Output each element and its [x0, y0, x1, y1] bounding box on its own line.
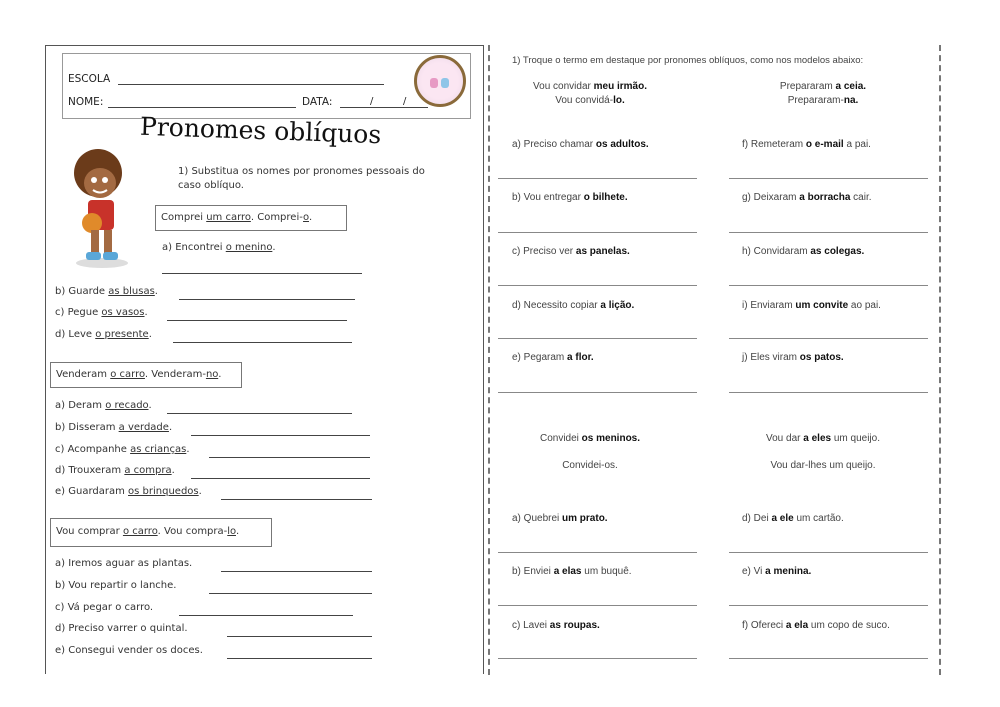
exercise-item — [742, 566, 811, 577]
answer-line[interactable] — [162, 273, 362, 274]
item-highlight: os vasos — [101, 307, 145, 318]
exercise-item — [512, 620, 600, 631]
item-text: a) Iremos aguar as plantas. — [55, 558, 193, 569]
item-text: f) Ofereci — [742, 620, 786, 631]
cut-line — [939, 45, 941, 675]
example-pre: Vou comprar — [56, 526, 123, 537]
item-highlight: o e-mail — [805, 139, 844, 150]
item-text: b) Vou entregar — [512, 192, 584, 203]
model-text: Vou convidá- — [555, 95, 614, 106]
item-text: cair. — [850, 192, 872, 203]
model-text: Vou dar-lhes um queijo. — [770, 460, 876, 471]
item-highlight: o presente — [95, 329, 149, 340]
exercise-item — [512, 139, 649, 150]
answer-line[interactable] — [191, 435, 370, 436]
name-label: NOME: — [68, 96, 104, 108]
example-hl2: lo — [227, 526, 236, 537]
item-text: um buquê. — [581, 566, 632, 577]
exercise-item — [55, 580, 176, 591]
exercise-item — [55, 645, 203, 656]
answer-line[interactable] — [227, 636, 372, 637]
item-text: f) Remeteram — [742, 139, 806, 150]
model-example — [713, 81, 933, 92]
example-hl2: no — [205, 368, 219, 380]
exercise-item — [55, 602, 153, 613]
item-highlight: a ele — [771, 513, 794, 524]
item-text: d) Dei — [742, 513, 772, 524]
exercise-item — [55, 422, 172, 433]
item-highlight: o bilhete. — [583, 192, 628, 203]
date-slash: / — [370, 96, 374, 107]
example-hl: um carro — [206, 211, 251, 223]
example-text — [56, 526, 239, 537]
item-text: b) Guarde — [55, 286, 109, 297]
item-highlight: a flor. — [567, 352, 594, 363]
answer-line[interactable] — [729, 392, 928, 393]
item-highlight: a ela — [785, 620, 809, 631]
item-highlight: o menino — [225, 242, 273, 253]
model-example — [480, 95, 700, 106]
model-example — [480, 460, 700, 471]
date-label: DATA: — [302, 96, 333, 108]
model-text: Vou dar — [766, 433, 804, 444]
answer-line[interactable] — [498, 658, 697, 659]
item-highlight: um prato. — [562, 513, 608, 524]
item-text: . — [168, 422, 173, 433]
model-text: Vou convidar — [533, 81, 594, 92]
item-highlight: as blusas — [108, 286, 155, 297]
item-highlight: o recado — [105, 400, 149, 411]
exercise-item — [512, 513, 608, 524]
item-highlight: os brinquedos — [128, 486, 199, 497]
school-field[interactable] — [118, 84, 384, 85]
item-text: d) Trouxeram — [55, 465, 125, 476]
exercise-item — [512, 566, 632, 577]
answer-line[interactable] — [729, 232, 928, 233]
exercise-item — [55, 307, 148, 318]
exercise-item — [742, 620, 890, 631]
model-highlight: lo. — [613, 95, 625, 106]
item-highlight: as roupas. — [549, 620, 600, 631]
right-instruction: 1) Troque o termo em destaque por pronomes oblíquos, como nos modelos abaixo: — [512, 55, 864, 66]
item-highlight: as colegas. — [810, 246, 865, 257]
answer-line[interactable] — [498, 552, 697, 553]
date-slash: / — [403, 96, 407, 107]
item-text: . — [148, 400, 152, 411]
item-highlight: a menina. — [765, 566, 812, 577]
item-text: a) Encontrei — [162, 242, 226, 253]
item-text: c) Preciso ver — [512, 246, 576, 257]
answer-line[interactable] — [498, 285, 697, 286]
item-text: i) Enviaram — [742, 300, 796, 311]
example-post2: . — [218, 368, 222, 380]
exercise-item — [162, 242, 276, 253]
item-text: . — [144, 307, 148, 318]
model-text: Prepararam- — [787, 95, 844, 106]
exercise-item — [512, 352, 594, 363]
exercise-item — [742, 246, 864, 257]
item-text: a) Quebrei — [512, 513, 563, 524]
example-hl: o carro — [110, 368, 145, 380]
item-text: a) Deram — [55, 400, 106, 411]
answer-line[interactable] — [179, 615, 353, 616]
answer-line[interactable] — [221, 499, 372, 500]
item-text: e) Guardaram — [55, 486, 129, 497]
model-highlight: na. — [843, 95, 859, 106]
example-box — [50, 362, 242, 388]
item-highlight: a compra — [124, 465, 172, 476]
exercise-item — [55, 329, 152, 340]
school-logo — [414, 55, 466, 107]
item-text: a pai. — [843, 139, 871, 150]
exercise-item — [55, 558, 192, 569]
exercise-item — [55, 400, 152, 411]
header-box — [62, 53, 471, 119]
answer-line[interactable] — [498, 178, 697, 179]
model-example — [713, 95, 933, 106]
item-text: . — [148, 329, 152, 340]
item-text: d) Necessito copiar — [512, 300, 601, 311]
item-highlight: a borracha — [799, 192, 851, 203]
item-text: h) Convidaram — [742, 246, 811, 257]
example-post: . Venderam- — [144, 368, 206, 380]
answer-line[interactable] — [221, 571, 372, 572]
item-text: um cartão. — [793, 513, 844, 524]
model-highlight: a ceia. — [835, 81, 867, 92]
item-text: e) Pegaram — [512, 352, 568, 363]
item-text: d) Preciso varrer o quintal. — [55, 623, 188, 634]
answer-line[interactable] — [729, 338, 928, 339]
exercise-item — [512, 246, 630, 257]
school-label: ESCOLA — [68, 73, 111, 85]
example-hl: o carro — [122, 526, 158, 537]
answer-line[interactable] — [167, 413, 352, 414]
date-field[interactable] — [340, 107, 428, 108]
item-highlight: a lição. — [600, 300, 635, 311]
exercise-item — [55, 444, 190, 455]
model-example — [480, 433, 700, 444]
item-highlight: a elas — [553, 566, 582, 577]
answer-line[interactable] — [191, 478, 370, 479]
exercise-item — [742, 192, 872, 203]
answer-line[interactable] — [729, 605, 928, 606]
item-text: ao pai. — [848, 300, 881, 311]
model-text: Convidei-os. — [562, 460, 618, 471]
page-title: Pronomes oblíquos — [139, 111, 382, 150]
item-text: . — [198, 486, 202, 497]
model-highlight: os meninos. — [581, 433, 641, 444]
exercise-item — [55, 465, 175, 476]
example-post: . Comprei- — [250, 211, 304, 223]
answer-line[interactable] — [729, 178, 928, 179]
model-example — [713, 460, 933, 471]
item-text: b) Vou repartir o lanche. — [55, 580, 177, 591]
exercise-item — [742, 352, 844, 363]
name-field[interactable] — [108, 107, 296, 108]
model-example — [480, 81, 700, 92]
answer-line[interactable] — [729, 552, 928, 553]
exercise-item — [742, 139, 871, 150]
item-text: um copo de suco. — [808, 620, 890, 631]
item-text: j) Eles viram — [742, 352, 800, 363]
answer-line[interactable] — [173, 342, 352, 343]
example-box — [50, 518, 272, 547]
exercise-item — [55, 486, 202, 497]
example-pre: Comprei — [161, 211, 207, 223]
answer-line[interactable] — [167, 320, 347, 321]
left-instruction: 1) Substitua os nomes por pronomes pessoais do caso oblíquo. — [178, 166, 425, 191]
item-highlight: os patos. — [799, 352, 844, 363]
answer-line[interactable] — [729, 285, 928, 286]
model-highlight: a eles — [803, 433, 832, 444]
exercise-item — [512, 192, 628, 203]
item-text: d) Leve — [55, 329, 96, 340]
answer-line[interactable] — [179, 299, 355, 300]
answer-line[interactable] — [227, 658, 372, 659]
exercise-item — [512, 300, 634, 311]
example-post: . Vou compra- — [157, 526, 228, 537]
item-text: c) Lavei — [512, 620, 550, 631]
example-post2: . — [308, 211, 313, 223]
item-text: . — [186, 444, 190, 455]
exercise-item — [55, 623, 188, 634]
item-text: a) Preciso chamar — [512, 139, 596, 150]
answer-line[interactable] — [729, 658, 928, 659]
example-box — [155, 205, 347, 231]
item-text: . — [171, 465, 175, 476]
item-text: c) Vá pegar o carro. — [55, 602, 154, 613]
item-highlight: os adultos. — [595, 139, 649, 150]
answer-line[interactable] — [498, 392, 697, 393]
answer-line[interactable] — [498, 605, 697, 606]
model-text: Convidei — [539, 433, 582, 444]
item-text: . — [154, 286, 158, 297]
model-example — [713, 433, 933, 444]
item-text: b) Enviei — [512, 566, 554, 577]
example-pre: Venderam — [56, 368, 111, 380]
model-highlight: meu irmão. — [593, 81, 647, 92]
example-post2: . — [235, 526, 240, 537]
item-text: b) Disseram — [55, 422, 119, 433]
item-text: . — [272, 242, 276, 253]
example-hl2: o — [303, 211, 309, 223]
item-highlight: um convite — [795, 300, 849, 311]
boy-illustration — [66, 145, 136, 270]
item-text: e) Consegui vender os doces. — [55, 645, 203, 656]
example-text — [161, 212, 312, 223]
item-highlight: as crianças — [130, 444, 187, 455]
answer-line[interactable] — [498, 338, 697, 339]
item-text: c) Pegue — [55, 307, 102, 318]
item-text: e) Vi — [742, 566, 766, 577]
item-highlight: a verdade — [118, 422, 169, 433]
example-text — [56, 369, 221, 380]
answer-line[interactable] — [498, 232, 697, 233]
exercise-item — [55, 286, 158, 297]
exercise-item — [742, 300, 881, 311]
item-text: g) Deixaram — [742, 192, 800, 203]
exercise-item — [742, 513, 844, 524]
cut-line — [488, 45, 490, 675]
answer-line[interactable] — [209, 593, 372, 594]
item-highlight: as panelas. — [575, 246, 630, 257]
answer-line[interactable] — [209, 457, 370, 458]
model-text: um queijo. — [831, 433, 880, 444]
item-text: c) Acompanhe — [55, 444, 131, 455]
model-text: Prepararam — [779, 81, 836, 92]
